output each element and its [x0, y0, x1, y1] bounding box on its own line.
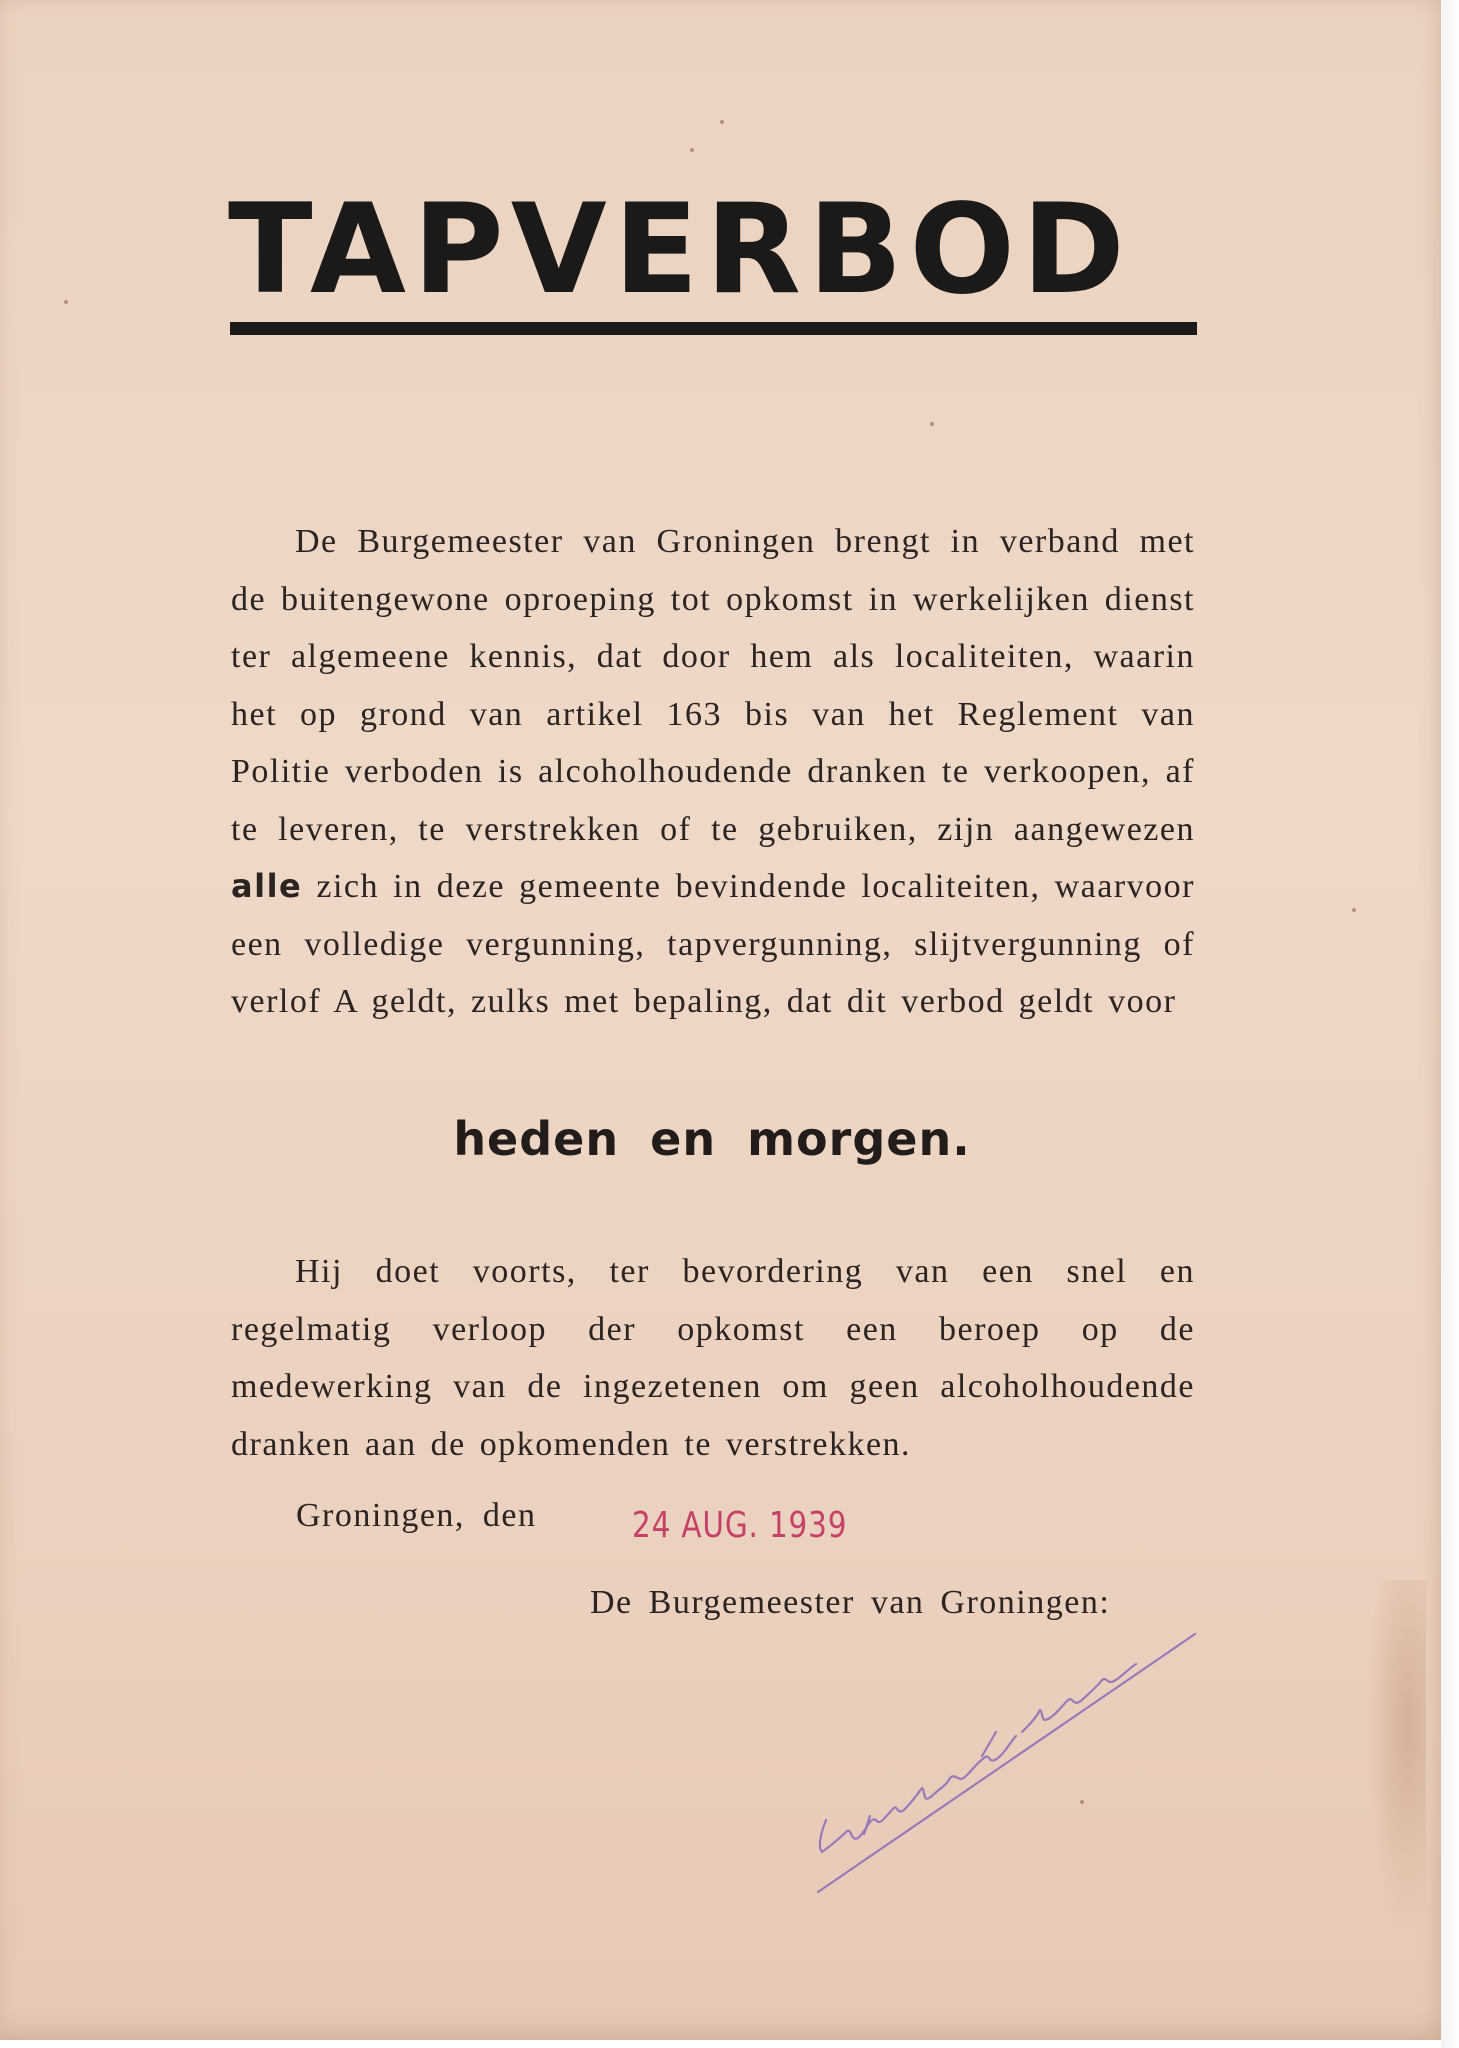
notice-title: TAPVERBOD	[228, 178, 1132, 322]
scan-margin	[1441, 0, 1459, 2048]
paper-speck	[64, 300, 68, 304]
emphasis-heading: heden en morgen.	[453, 1112, 971, 1166]
paper-speck	[720, 120, 724, 124]
paragraph-1-text: De Burgemeester van Groningen brengt in verband met de buitengewone oproeping tot opkomst in werkelijken dienst ter algemeene kennis, dat door hem als localiteiten, waarin het op grond van artikel 163 bis van het Reglement van Politie verboden is alcoholhoudende dranken te verkoopen, af te leveren, te verstrekken of te gebruiken, zijn aangewezen	[231, 523, 1195, 848]
paper-speck	[1080, 1800, 1084, 1804]
paper-speck	[1352, 908, 1356, 912]
place-label: Groningen, den	[296, 1497, 537, 1534]
paragraph-1-continuation: zich in deze gemeente bevindende localiteiten, waarvoor een volledige vergunning, tapvergunning, slijtvergunning of verlof A geldt, zulks met bepaling, dat dit verbod geldt voor	[231, 868, 1196, 1020]
paragraph-1-bold-word: alle	[231, 867, 303, 905]
paper-speck	[690, 148, 694, 152]
signoff-line: De Burgemeester van Groningen:	[590, 1584, 1111, 1621]
paper-stain	[1366, 1580, 1426, 1940]
paper-speck	[930, 422, 934, 426]
paragraph-2: Hij doet voorts, ter bevordering van een snel en regelmatig verloop der opkomst een beroep op de medewerking van de ingezetenen om geen alcoholhoudende dranken aan de opkomenden te verstrekken.	[231, 1253, 1195, 1463]
title-underline	[230, 322, 1197, 335]
date-stamp: 24 AUG. 1939	[632, 1505, 848, 1546]
handwritten-signature	[800, 1620, 1220, 1900]
paragraph-1	[231, 513, 1195, 1031]
